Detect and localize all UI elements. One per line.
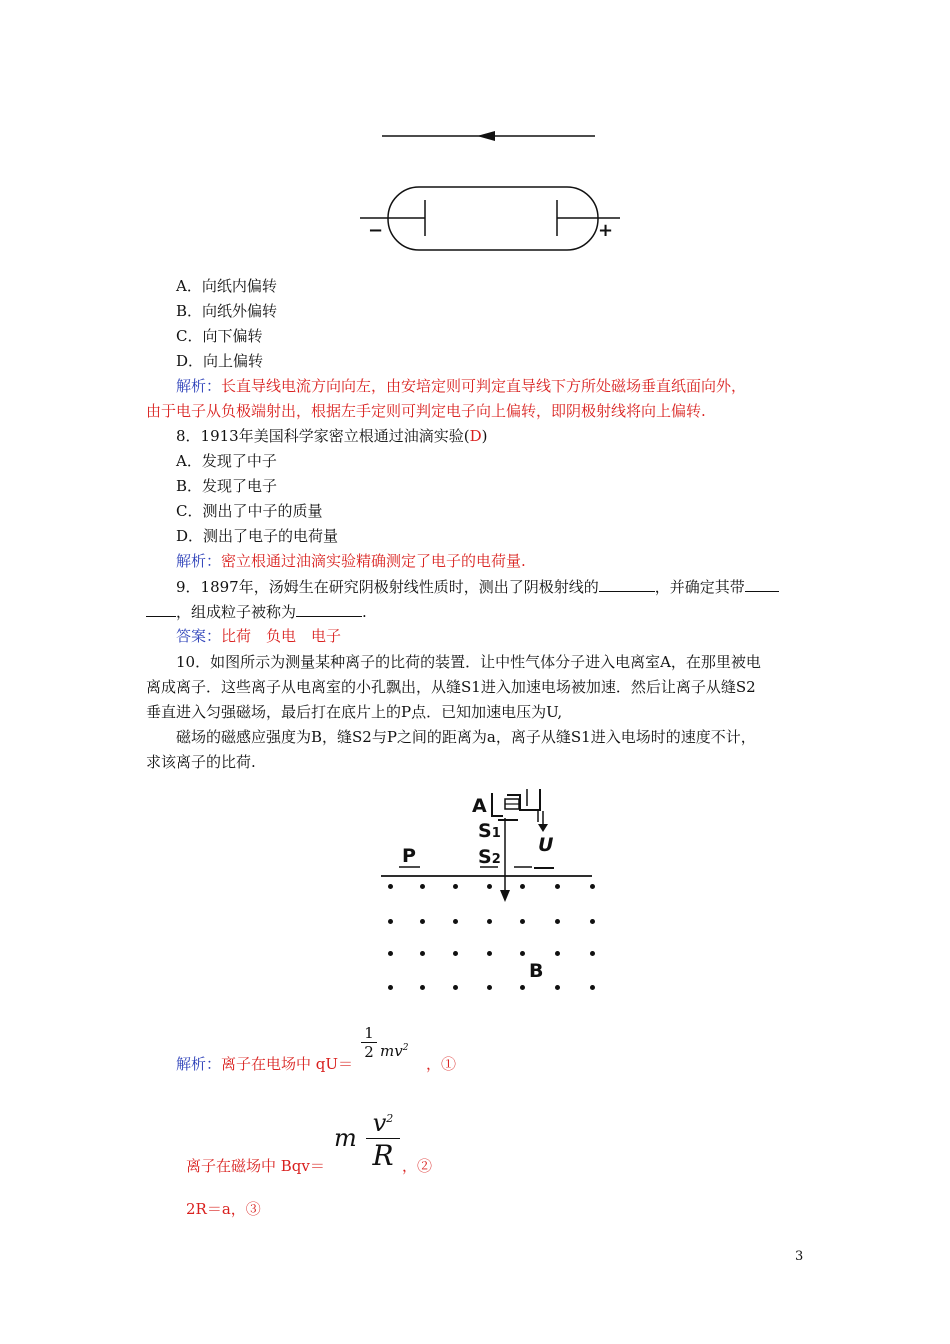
q9-answer: 答案：比荷 负电 电子 [176,627,342,645]
minus-label: − [368,220,384,241]
q8-option-c: C．测出了中子的质量 [176,502,323,520]
plus-label: + [598,220,614,241]
eq1-tail: $mv^2$ [380,1042,409,1060]
label-a: A [472,795,487,817]
q7-option-a: A．向纸内偏转 [176,277,277,295]
label-s1: S1 [478,820,501,842]
eq2-m: m [334,1124,357,1152]
q7-option-d: D．向上偏转 [176,352,264,370]
q7-option-b: B．向纸外偏转 [176,302,278,320]
q9-stem-line2: ，组成粒子被称为 . [146,601,367,622]
eq1-fraction: 1 2 [361,1024,377,1062]
q8-analysis-label: 解析： [176,552,222,570]
solution-eq2: 离子在磁场中 Bqv＝ [186,1157,325,1175]
q8-stem: 8．1913年美国科学家密立根通过油滴实验(D) [176,427,488,445]
q7-analysis-label: 解析： [176,377,222,395]
solution-analysis-label: 解析： [176,1055,222,1073]
q10-line4: 磁场的磁感应强度为B，缝S2与P之间的距离为a，离子从缝S1进入电场时的速度不计， [176,728,756,746]
label-s2: S2 [478,846,501,868]
label-b: B [529,960,544,982]
q8-option-d: D．测出了电子的电荷量 [176,527,339,545]
eq2-end: ，② [402,1157,433,1175]
q10-line3: 垂直进入匀强磁场，最后打在底片上的P点．已知加速电压为U, [146,703,563,721]
q10-line2: 离成离子．这些离子从电离室的小孔飘出，从缝S1进入加速电场被加速．然后让离子从缝S2 [146,678,756,696]
q9-answer-label: 答案： [176,627,222,645]
q10-line1: 10．如图所示为测量某种离子的比荷的装置．让中性气体分子进入电离室A，在那里被电 [176,653,761,671]
q7-analysis-line1: 解析：长直导线电流方向向左，由安培定则可判定直导线下方所处磁场垂直纸面向外， [176,377,747,395]
q10-line5: 求该离子的比荷. [146,753,256,771]
q8-analysis: 解析：密立根通过油滴实验精确测定了电子的电荷量. [176,552,526,570]
q8-option-a: A．发现了中子 [176,452,277,470]
q8-answer: D [469,427,482,445]
q9-stem-line1: 9．1897年，汤姆生在研究阴极射线性质时，测出了阴极射线的 ，并确定其带 [176,576,779,597]
eq2-fraction: $v^2$ R [366,1104,400,1173]
q8-option-b: B．发现了电子 [176,477,278,495]
page-number: 3 [795,1249,804,1264]
label-u: U [538,834,554,856]
q7-option-c: C．向下偏转 [176,327,263,345]
solution-eq3: 2R＝a，③ [186,1200,261,1218]
eq1-end: ，① [426,1055,457,1073]
solution-eq1: 解析：离子在电场中 qU＝ [176,1055,354,1073]
q7-analysis-line2: 由于电子从负极端射出，根据左手定则可判定电子向上偏转，即阴极射线将向上偏转. [146,402,706,420]
label-p: P [402,845,416,867]
